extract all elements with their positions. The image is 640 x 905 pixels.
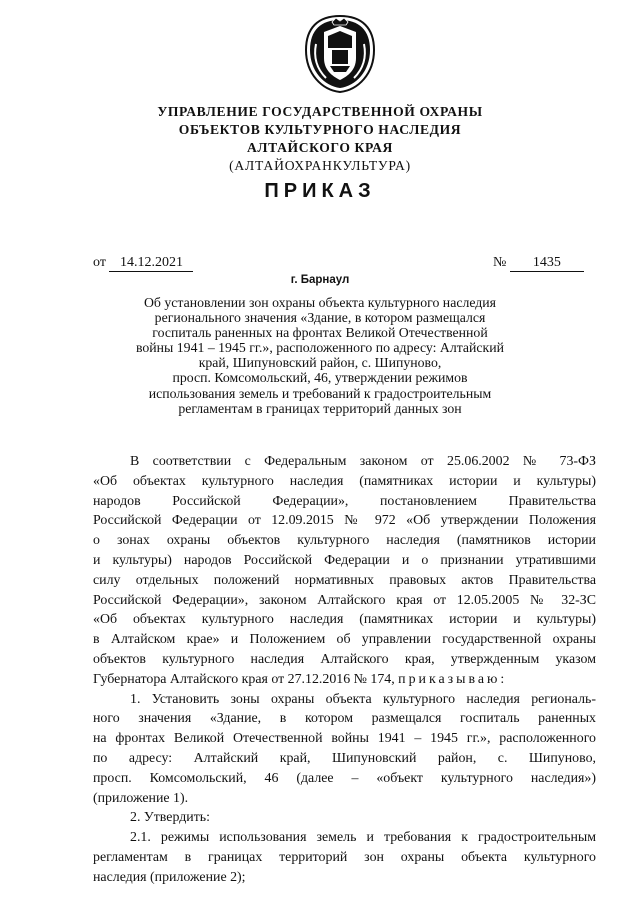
body-line: и культуры) народов Российской Федерации и о признании утратившими	[93, 552, 596, 568]
org-name-line-1: УПРАВЛЕНИЕ ГОСУДАРСТВЕННОЙ ОХРАНЫ	[157, 104, 483, 119]
subject-line: край, Шипуновский район, с. Шипуново,	[198, 355, 442, 371]
body-line: в Алтайском крае» и Положением об управлении государственной охраны	[93, 632, 596, 648]
subject-line: Об установлении зон охраны объекта культурного наследия	[143, 295, 497, 310]
body-line: объектов культурного наследия Алтайского края, утвержденным указом	[93, 651, 596, 667]
subject-line: войны 1941 – 1945 гг.», расположенного по адресу: Алтайский	[135, 340, 505, 356]
number-prefix: №	[493, 255, 507, 270]
org-name-line-2: ОБЪЕКТОВ КУЛЬТУРНОГО НАСЛЕДИЯ	[178, 122, 462, 137]
order-word: приказываю:	[398, 671, 508, 687]
order-body	[93, 452, 596, 888]
number-field	[493, 255, 584, 272]
body-line: о зонах охраны объектов культурного наследия (памятников истории	[93, 533, 596, 549]
date-field	[93, 255, 193, 272]
item-2-1-line: регламентам в границах территорий зон охраны объекта культурного	[93, 849, 596, 865]
item-1-line: на фронтах Великой Отечественной войны 1941 – 1945 гг.», расположенного	[93, 731, 596, 747]
body-line: Российской Федерации от 12.09.2015 № 972 «Об утверждении Положения	[93, 513, 596, 529]
city: г. Барнаул	[290, 274, 350, 286]
item-1-line: 1. Установить зоны охраны объекта культурного наследия региональ-	[130, 691, 596, 707]
org-short-name: (АЛТАЙОХРАНКУЛЬТУРА)	[229, 158, 411, 173]
subject-line: использования земель и требований к градостроительным	[148, 385, 492, 401]
item-2-heading: 2. Утвердить:	[130, 810, 210, 826]
body-line: Российской Федерации», законом Алтайского края от 12.05.2005 № 32-ЗС	[93, 592, 596, 608]
number-value: 1435	[510, 255, 584, 272]
subject-line: просп. Комсомольский, 46, утверждении режимов	[172, 370, 468, 386]
body-line: силу отдельных положений нормативных правовых актов Правительства	[93, 572, 596, 588]
altai-krai-coat-of-arms-icon	[302, 14, 378, 94]
item-1-line: ного значения «Здание, в котором размещался госпиталь раненных	[93, 711, 596, 727]
subject-line: регионального значения «Здание, в котором размещался	[154, 310, 486, 326]
body-line: народов Российской Федерации», постановлением Правительства	[93, 493, 596, 509]
item-2-1-line: 2.1. режимы использования земель и требования к градостроительным	[130, 830, 596, 846]
subject-line: регламентам в границах территорий данных зон	[178, 400, 462, 416]
item-1-line: по адресу: Алтайский край, Шипуновский район, с. Шипуново,	[93, 750, 596, 766]
date-value: 14.12.2021	[109, 255, 193, 272]
body-line: В соответствии с Федеральным законом от 25.06.2002 № 73-ФЗ	[130, 454, 596, 469]
body-line: «Об объектах культурного наследия (памятниках истории и культуры)	[93, 473, 596, 489]
order-subject	[120, 295, 520, 416]
item-1-line: просп. Комсомольский, 46 (далее – «объект культурного наследия»)	[93, 770, 596, 786]
body-line: «Об объектах культурного наследия (памятниках истории и культуры)	[93, 612, 596, 628]
item-2-1-line: наследия (приложение 2);	[93, 869, 246, 885]
body-line-text: Губернатора Алтайского края от 27.12.2016 № 174,	[93, 671, 399, 687]
subject-line: госпиталь раненных на фронтах Великой Отечественной	[152, 325, 488, 341]
org-name-line-3: АЛТАЙСКОГО КРАЯ	[247, 140, 393, 155]
item-1-line: (приложение 1).	[93, 790, 189, 806]
document-type: ПРИКАЗ	[264, 180, 376, 202]
body-line	[93, 670, 596, 690]
date-prefix: от	[93, 255, 106, 270]
